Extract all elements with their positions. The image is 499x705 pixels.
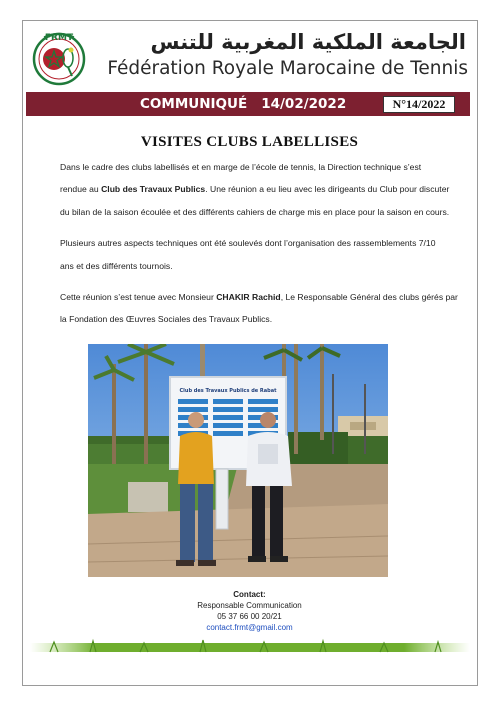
communique-label: COMMUNIQUÉ: [140, 96, 248, 112]
paragraph-3-line-1: Cette réunion s’est tenue avec Monsieur CHAKIR Rachid, Le Responsable Général des clubs gérés par: [60, 292, 458, 302]
communique-date: 14/02/2022: [261, 96, 347, 112]
club-visit-photo: [88, 344, 388, 577]
contact-role: Responsable Communication: [197, 601, 302, 610]
french-federation-title: Fédération Royale Marocaine de Tennis: [107, 58, 468, 79]
club-name: Club des Travaux Publics: [101, 184, 206, 194]
contact-email-link[interactable]: contact.frmt@gmail.com: [206, 623, 293, 632]
paragraph-2-line-2: ans et des différents tournois.: [60, 261, 173, 271]
paragraph-1-line-3: du bilan de la saison écoulée et des différents cahiers de charge mis en place pour la saison en cours.: [60, 207, 450, 217]
arabic-federation-title: الجامعة الملكية المغربية للتنس: [150, 30, 466, 54]
paragraph-3-line-2: la Fondation des Œuvres Sociales des Travaux Publics.: [60, 314, 273, 324]
frmt-logo: [30, 28, 88, 86]
communique-heading: [140, 96, 346, 112]
paragraph-1-line-1: Dans le cadre des clubs labellisés et en marge de l’école de tennis, la Direction technique s’est: [60, 162, 422, 172]
grass-decoration: [30, 638, 470, 656]
reference-number: N°14/2022: [383, 96, 455, 113]
contact-label: Contact:: [233, 590, 266, 599]
contact-phone: 05 37 66 00 20/21: [217, 612, 282, 621]
paragraph-2-line-1: Plusieurs autres aspects techniques ont été soulevés dont l’organisation des rassemblements 7/10: [60, 238, 436, 248]
person-name: CHAKIR Rachid: [216, 292, 281, 302]
headline: VISITES CLUBS LABELLISES: [140, 134, 359, 150]
logo-text: FRMT: [44, 33, 74, 43]
sign-title: Club des Travaux Publics de Rabat: [179, 388, 277, 394]
paragraph-1-line-2: rendue au Club des Travaux Publics. Une réunion a eu lieu avec les dirigeants du Club pour discuter: [60, 184, 450, 194]
